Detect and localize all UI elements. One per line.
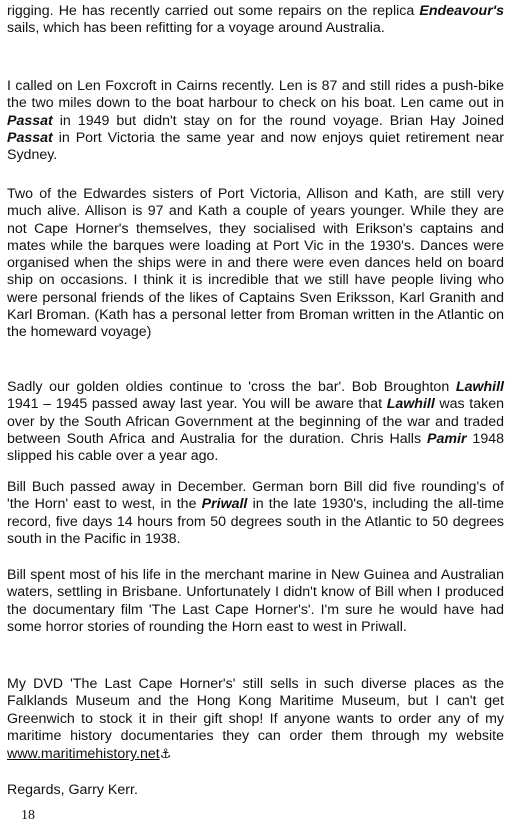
text-run: in the late 1930's, including the all-time record, five days 14 hours from 50 degrees south in the Atlantic to 50 degrees south in the Pacific in 1938. (7, 496, 504, 547)
paragraph-endeavour (7, 3, 504, 38)
text-run: Two of the Edwardes sisters of Port Victoria, Allison and Kath, are still very much alive. Allison is 97 and Kath a couple of years younger. While they are not Cape Horner's themselves, they socialised with Erikson's captains and mates while the barques were loading at Port Vic in the 1930's. Dances were organised when the ships were in and there were even dances held on board ship on occasions. I think it is incredible that we still have people living who were personal friends of the likes of Captains Sven Eriksson, Karl Granith and Karl Broman. (Kath has a personal letter from Broman written in the Atlantic on the homeward voyage) (7, 186, 504, 341)
anchor-icon: ⚓ (159, 746, 172, 762)
text-run: I called on Len Foxcroft in Cairns recently. Len is 87 and still rides a push-bike the two miles down to the boat harbour to check on his boat. Len came out in (7, 78, 504, 112)
website-link[interactable]: www.maritimehistory.net (7, 746, 160, 763)
text-run: was taken over by the South African Government at the beginning of the war and traded between South Africa and Australia for the duration. Chris Halls (7, 396, 504, 447)
ship-name-pamir: Pamir (427, 430, 467, 447)
paragraph-bill-buch (7, 479, 504, 548)
signature: Regards, Garry Kerr. (7, 782, 138, 798)
ship-name-endeavour: Endeavour's (419, 3, 504, 19)
text-run: 1948 slipped his cable over a year ago. (7, 430, 504, 465)
text-run: Bill spent most of his life in the merchant marine in New Guinea and Australian waters, settling in Brisbane. Unfortunately I didn't know of Bill when I produced the documentary film 'The Last Cape Horner's'. I'm sure he would have had some horror stories of rounding the Horn east to west in Priwall. (7, 567, 504, 635)
paragraph-merchant-marine (7, 567, 504, 636)
text-run: Sadly our golden oldies continue to 'cross the bar'. Bob Broughton (7, 379, 456, 395)
text-run: sails, which has been refitting for a voyage around Australia. (7, 20, 385, 37)
paragraph-len-foxcroft (7, 78, 504, 164)
paragraph-golden-oldies (7, 379, 504, 465)
ship-name-lawhill: Lawhill (386, 396, 435, 413)
ship-name-passat: Passat (7, 112, 53, 129)
text-run: in 1949 but didn't stay on for the round voyage. Brian Hay Joined (52, 112, 504, 129)
text-run: 1941 – 1945 passed away last year. You will be aware that (7, 396, 387, 413)
text-run: in Port Victoria the same year and now enjoys quiet retirement near Sydney. (7, 129, 504, 164)
paragraph-edwardes-sisters (7, 186, 504, 342)
ship-name-lawhill: Lawhill (455, 379, 504, 395)
text-run: rigging. He has recently carried out some repairs on the replica (7, 3, 420, 19)
page-number: 18 (21, 808, 35, 823)
text-run: Bill Buch passed away in December. German born Bill did five rounding's of 'the Horn' east to west, in the (7, 479, 504, 513)
ship-name-passat: Passat (7, 129, 53, 146)
paragraph-dvd (7, 676, 504, 763)
ship-name-priwall: Priwall (201, 496, 248, 513)
text-run: My DVD 'The Last Cape Horner's' still sells in such diverse places as the Falklands Museum and the Hong Kong Maritime Museum, but I can't get Greenwich to stock it in their gift shop! If anyone wants to order any of my maritime history documentaries they can order them through my website (7, 676, 504, 744)
